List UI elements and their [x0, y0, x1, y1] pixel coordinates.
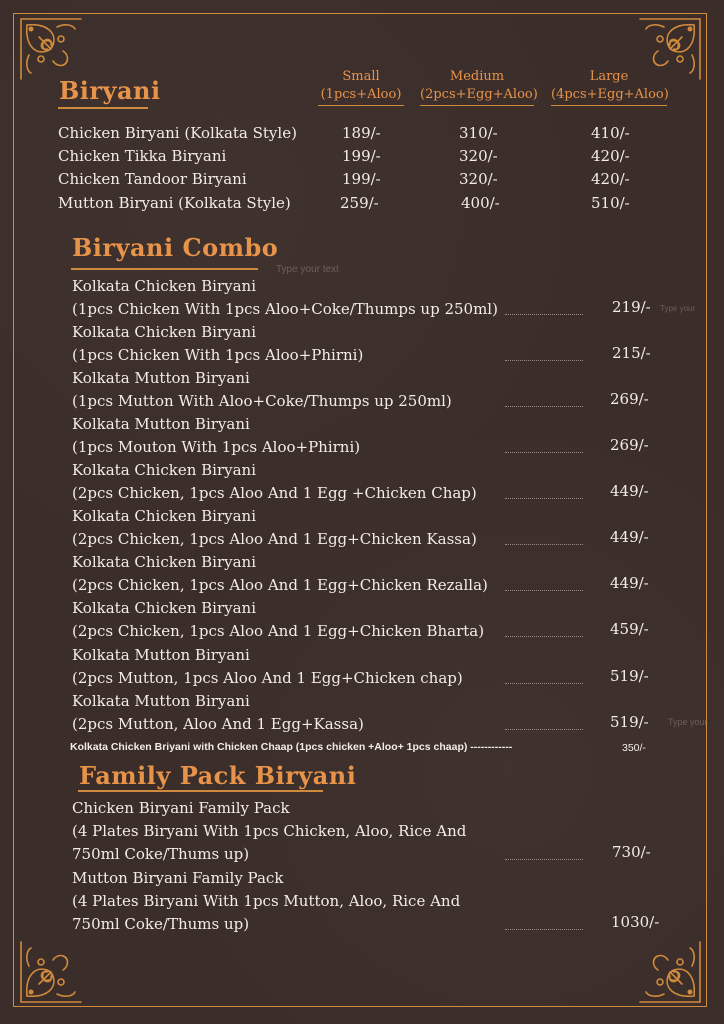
family-item-detail: (4 Plates Biryani With 1pcs Mutton, Aloo, Rice And: [72, 892, 461, 910]
price-small: 199/-: [342, 170, 381, 188]
biryani-section-title: Biryani: [59, 76, 161, 105]
size-detail: (2pcs+Egg+Aloo): [420, 86, 534, 106]
combo-item-price: 519/-: [610, 713, 649, 731]
dotted-leader: [505, 590, 583, 591]
dotted-leader: [505, 360, 583, 361]
size-detail: (1pcs+Aloo): [318, 86, 404, 106]
combo-item-price: 215/-: [612, 344, 651, 362]
price-medium: 320/-: [459, 170, 498, 188]
price-small: 259/-: [340, 194, 379, 212]
combo-item: [72, 459, 672, 505]
placeholder-text: Type your: [660, 304, 696, 313]
combo-item-detail: (1pcs Chicken With 1pcs Aloo+Phirni): [72, 346, 364, 364]
family-item-detail: 750ml Coke/Thums up): [72, 915, 250, 933]
combo-item-detail: (2pcs Chicken, 1pcs Aloo And 1 Egg+Chicken Bharta): [72, 622, 485, 640]
combo-item: [72, 551, 672, 597]
price-large: 410/-: [591, 124, 630, 142]
size-name: Large: [589, 69, 629, 84]
dotted-leader: [505, 859, 583, 860]
price-medium: 310/-: [459, 124, 498, 142]
dotted-leader: [505, 314, 583, 315]
item-name: Chicken Tandoor Biryani: [58, 170, 247, 188]
item-name: Chicken Tikka Biryani: [58, 147, 227, 165]
ornamental-flourish-icon: [17, 938, 85, 1006]
combo-item: [72, 644, 672, 690]
size-header-small: [318, 68, 404, 106]
combo-item-detail: (1pcs Chicken With 1pcs Aloo+Coke/Thumps up 250ml): [72, 300, 498, 318]
combo-item: [72, 505, 672, 551]
family-item-price: 1030/-: [611, 913, 660, 931]
biryani-row: [58, 124, 678, 147]
combo-section-title: Biryani Combo: [72, 233, 279, 262]
biryani-row: [58, 147, 678, 170]
combo-item-price: 219/-: [612, 298, 651, 316]
dotted-leader: [505, 498, 583, 499]
combo-extra-price: 350/-: [622, 742, 646, 754]
dotted-leader: [505, 544, 583, 545]
combo-item-price: 449/-: [610, 528, 649, 546]
combo-item-price: 269/-: [610, 436, 649, 454]
combo-item-detail: (2pcs Chicken, 1pcs Aloo And 1 Egg+Chicken Rezalla): [72, 576, 488, 594]
family-item-detail: 750ml Coke/Thums up): [72, 845, 250, 863]
price-small: 199/-: [342, 147, 381, 165]
combo-item-name: Kolkata Chicken Biryani: [72, 553, 256, 571]
ornamental-flourish-icon: [636, 938, 704, 1006]
combo-item-price: 519/-: [610, 667, 649, 685]
combo-item-detail: (1pcs Mutton With Aloo+Coke/Thumps up 250ml): [72, 392, 452, 410]
family-item: [72, 867, 672, 936]
combo-item-detail: (2pcs Mutton, 1pcs Aloo And 1 Egg+Chicken chap): [72, 669, 463, 687]
combo-item-name: Kolkata Chicken Biryani: [72, 323, 256, 341]
price-small: 189/-: [342, 124, 381, 142]
price-large: 420/-: [591, 170, 630, 188]
combo-item-detail: (2pcs Mutton, Aloo And 1 Egg+Kassa): [72, 715, 364, 733]
combo-item-name: Kolkata Mutton Biryani: [72, 369, 250, 387]
combo-item-name: Kolkata Mutton Biryani: [72, 646, 250, 664]
combo-item: [72, 275, 672, 321]
dotted-leader: [505, 929, 583, 930]
dotted-leader: [505, 636, 583, 637]
combo-item-name: Kolkata Mutton Biryani: [72, 415, 250, 433]
ornamental-flourish-icon: [17, 15, 85, 83]
combo-item-name: Kolkata Chicken Biryani: [72, 277, 256, 295]
family-section-title: Family Pack Biryani: [79, 761, 357, 790]
placeholder-text: Type your text: [276, 264, 339, 275]
price-large: 510/-: [591, 194, 630, 212]
biryani-row: [58, 170, 678, 193]
combo-item-name: Kolkata Chicken Biryani: [72, 461, 256, 479]
combo-item-name: Kolkata Chicken Biryani: [72, 507, 256, 525]
combo-item: [72, 413, 672, 459]
size-header-large: [551, 68, 667, 106]
family-item-name: Mutton Biryani Family Pack: [72, 869, 284, 887]
price-medium: 320/-: [459, 147, 498, 165]
combo-title-rule: [71, 268, 258, 270]
size-detail: (4pcs+Egg+Aloo): [551, 86, 667, 106]
item-name: Mutton Biryani (Kolkata Style): [58, 194, 291, 212]
combo-item-name: Kolkata Mutton Biryani: [72, 692, 250, 710]
combo-item: [72, 597, 672, 643]
price-medium: 400/-: [461, 194, 500, 212]
biryani-title-rule: [58, 107, 148, 109]
family-item-price: 730/-: [612, 843, 651, 861]
dotted-leader: [505, 452, 583, 453]
price-large: 420/-: [591, 147, 630, 165]
combo-item: [72, 690, 672, 736]
size-name: Small: [342, 69, 380, 84]
dotted-leader: [505, 683, 583, 684]
combo-item-price: 449/-: [610, 574, 649, 592]
combo-extra-text: Kolkata Chicken Briyani with Chicken Chaap (1pcs chicken +Aloo+ 1pcs chaap) ------------: [70, 741, 513, 753]
family-item-detail: (4 Plates Biryani With 1pcs Chicken, Aloo, Rice And: [72, 822, 467, 840]
combo-item: [72, 321, 672, 367]
item-name: Chicken Biryani (Kolkata Style): [58, 124, 297, 142]
combo-extra-item: [70, 741, 670, 753]
combo-item-price: 269/-: [610, 390, 649, 408]
dotted-leader: [505, 406, 583, 407]
size-name: Medium: [449, 69, 505, 84]
biryani-row: [58, 194, 678, 217]
combo-item-name: Kolkata Chicken Biryani: [72, 599, 256, 617]
placeholder-text: Type your: [668, 717, 708, 727]
combo-item-detail: (1pcs Mouton With 1pcs Aloo+Phirni): [72, 438, 361, 456]
family-title-rule: [78, 790, 323, 792]
combo-item-detail: (2pcs Chicken, 1pcs Aloo And 1 Egg+Chicken Kassa): [72, 530, 477, 548]
combo-item-price: 459/-: [610, 620, 649, 638]
family-item-name: Chicken Biryani Family Pack: [72, 799, 290, 817]
combo-item: [72, 367, 672, 413]
combo-item-detail: (2pcs Chicken, 1pcs Aloo And 1 Egg +Chicken Chap): [72, 484, 477, 502]
combo-item-price: 449/-: [610, 482, 649, 500]
family-item: [72, 797, 672, 866]
size-header-medium: [420, 68, 538, 106]
dotted-leader: [505, 729, 583, 730]
